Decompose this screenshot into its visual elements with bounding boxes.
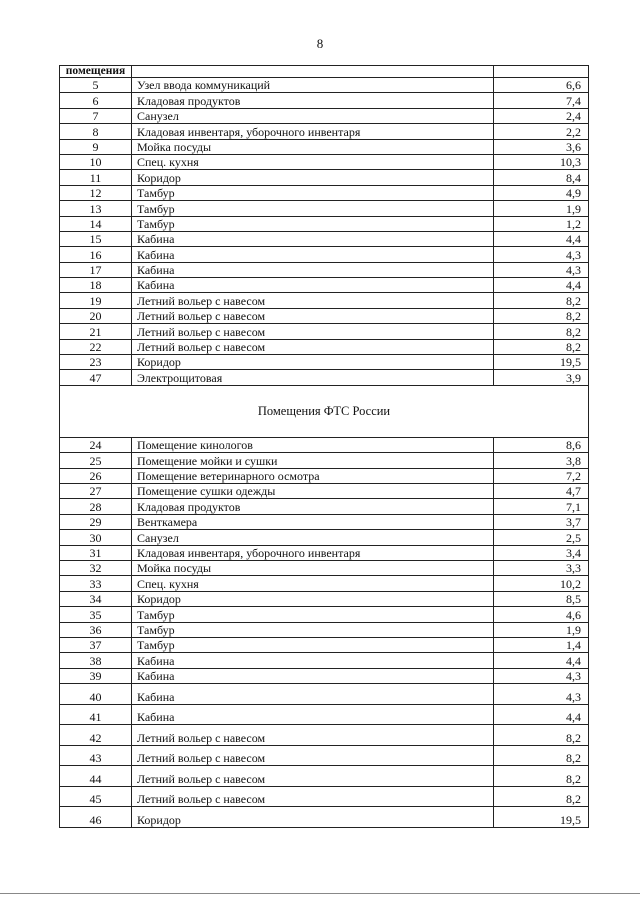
table-row [60,201,589,216]
room-number-cell: 32 [60,560,132,575]
table-row [60,437,589,452]
room-number-cell: 7 [60,108,132,123]
room-area-cell: 6,6 [494,78,589,93]
room-name-cell: Летний вольер с навесом [132,339,494,354]
room-number-cell: 22 [60,339,132,354]
room-name-cell: Мойка посуды [132,560,494,575]
room-number-cell: 29 [60,514,132,529]
section-heading: Помещения ФТС России [60,385,589,437]
room-number-cell: 33 [60,576,132,591]
header-room-area [494,66,589,78]
table-row [60,499,589,514]
room-area-cell: 8,2 [494,766,589,787]
room-area-cell: 4,4 [494,278,589,293]
room-area-cell: 8,6 [494,437,589,452]
room-number-cell: 19 [60,293,132,308]
room-name-cell: Коридор [132,807,494,828]
room-name-cell: Помещение мойки и сушки [132,453,494,468]
room-area-cell: 4,4 [494,704,589,725]
room-name-cell: Летний вольер с навесом [132,293,494,308]
room-area-cell: 2,2 [494,124,589,139]
table-row [60,514,589,529]
room-name-cell: Кабина [132,262,494,277]
room-number-cell: 25 [60,453,132,468]
room-area-cell: 7,4 [494,93,589,108]
table-row [60,108,589,123]
room-name-cell: Мойка посуды [132,139,494,154]
room-name-cell: Тамбур [132,607,494,622]
room-area-cell: 3,7 [494,514,589,529]
room-number-cell: 42 [60,725,132,746]
header-room-number: помещения [60,66,132,78]
room-name-cell: Коридор [132,591,494,606]
room-name-cell: Узел ввода коммуникаций [132,78,494,93]
room-number-cell: 9 [60,139,132,154]
room-name-cell: Тамбур [132,637,494,652]
room-area-cell: 10,2 [494,576,589,591]
room-number-cell: 24 [60,437,132,452]
room-area-cell: 1,4 [494,637,589,652]
table-row [60,807,589,828]
table-row [60,483,589,498]
room-number-cell: 43 [60,745,132,766]
room-number-cell: 15 [60,231,132,246]
room-name-cell: Кабина [132,653,494,668]
table-row [60,370,589,385]
room-number-cell: 30 [60,530,132,545]
table-row [60,607,589,622]
room-name-cell: Кабина [132,247,494,262]
room-area-cell: 7,1 [494,499,589,514]
room-name-cell: Кабина [132,278,494,293]
table-row [60,216,589,231]
table-row [60,124,589,139]
room-name-cell: Коридор [132,170,494,185]
table-row [60,591,589,606]
room-area-cell: 3,4 [494,545,589,560]
table-row [60,154,589,169]
table-row [60,786,589,807]
room-area-cell: 8,2 [494,339,589,354]
room-number-cell: 21 [60,324,132,339]
room-area-cell: 8,2 [494,725,589,746]
room-number-cell: 26 [60,468,132,483]
table-row [60,293,589,308]
table-row [60,78,589,93]
room-name-cell: Помещение сушки одежды [132,483,494,498]
room-name-cell: Кладовая продуктов [132,93,494,108]
table-row [60,560,589,575]
room-number-cell: 39 [60,668,132,683]
room-name-cell: Помещение ветеринарного осмотра [132,468,494,483]
room-number-cell: 14 [60,216,132,231]
table-row [60,668,589,683]
room-name-cell: Тамбур [132,201,494,216]
room-number-cell: 40 [60,684,132,705]
room-name-cell: Кабина [132,668,494,683]
room-number-cell: 34 [60,591,132,606]
table-row [60,139,589,154]
table-row [60,622,589,637]
room-name-cell: Спец. кухня [132,576,494,591]
room-name-cell: Тамбур [132,216,494,231]
room-area-cell: 8,2 [494,308,589,323]
table-row [60,653,589,668]
table-row [60,576,589,591]
table-row [60,453,589,468]
room-area-cell: 4,3 [494,247,589,262]
room-area-cell: 7,2 [494,468,589,483]
room-number-cell: 38 [60,653,132,668]
table-row [60,308,589,323]
room-area-cell: 8,4 [494,170,589,185]
room-area-cell: 4,7 [494,483,589,498]
room-area-cell: 4,4 [494,231,589,246]
table-row [60,262,589,277]
room-area-cell: 4,3 [494,684,589,705]
room-name-cell: Помещение кинологов [132,437,494,452]
room-number-cell: 8 [60,124,132,139]
table-row [60,278,589,293]
table-row [60,637,589,652]
room-number-cell: 17 [60,262,132,277]
room-number-cell: 41 [60,704,132,725]
room-area-cell: 1,2 [494,216,589,231]
page-number: 8 [316,36,324,51]
room-number-cell: 12 [60,185,132,200]
room-area-cell: 4,4 [494,653,589,668]
room-name-cell: Кладовая продуктов [132,499,494,514]
room-name-cell: Электрощитовая [132,370,494,385]
header-room-name [132,66,494,78]
room-number-cell: 44 [60,766,132,787]
room-number-cell: 11 [60,170,132,185]
room-number-cell: 35 [60,607,132,622]
room-area-cell: 19,5 [494,807,589,828]
room-area-cell: 3,8 [494,453,589,468]
room-area-cell: 8,2 [494,324,589,339]
table-row [60,93,589,108]
table-row [60,530,589,545]
table-row [60,355,589,370]
room-name-cell: Летний вольер с навесом [132,308,494,323]
room-number-cell: 5 [60,78,132,93]
room-name-cell: Спец. кухня [132,154,494,169]
room-name-cell: Коридор [132,355,494,370]
room-area-cell: 8,2 [494,745,589,766]
page-bottom-rule [0,893,640,894]
room-number-cell: 28 [60,499,132,514]
room-area-cell: 1,9 [494,201,589,216]
rooms-table [59,65,589,828]
room-name-cell: Тамбур [132,185,494,200]
room-area-cell: 4,3 [494,668,589,683]
room-name-cell: Кабина [132,704,494,725]
room-number-cell: 45 [60,786,132,807]
room-name-cell: Летний вольер с навесом [132,324,494,339]
room-area-cell: 1,9 [494,622,589,637]
room-number-cell: 31 [60,545,132,560]
room-area-cell: 8,2 [494,786,589,807]
table-row [60,231,589,246]
room-number-cell: 16 [60,247,132,262]
room-name-cell: Летний вольер с навесом [132,766,494,787]
table-row [60,468,589,483]
room-area-cell: 3,9 [494,370,589,385]
room-area-cell: 2,5 [494,530,589,545]
table-row [60,745,589,766]
room-area-cell: 8,5 [494,591,589,606]
room-area-cell: 8,2 [494,293,589,308]
room-name-cell: Летний вольер с навесом [132,786,494,807]
room-name-cell: Кабина [132,231,494,246]
room-name-cell: Кладовая инвентаря, уборочного инвентаря [132,545,494,560]
section-heading-row [60,385,589,437]
room-number-cell: 47 [60,370,132,385]
room-name-cell: Тамбур [132,622,494,637]
room-number-cell: 37 [60,637,132,652]
table-row [60,725,589,746]
table-row [60,185,589,200]
room-name-cell: Санузел [132,108,494,123]
room-area-cell: 4,3 [494,262,589,277]
room-number-cell: 23 [60,355,132,370]
table-row [60,766,589,787]
room-area-cell: 10,3 [494,154,589,169]
room-area-cell: 3,6 [494,139,589,154]
room-number-cell: 18 [60,278,132,293]
table-row [60,170,589,185]
room-name-cell: Кладовая инвентаря, уборочного инвентаря [132,124,494,139]
table-row [60,545,589,560]
room-number-cell: 20 [60,308,132,323]
room-area-cell: 4,6 [494,607,589,622]
table-row [60,339,589,354]
table-row [60,684,589,705]
room-number-cell: 36 [60,622,132,637]
room-name-cell: Венткамера [132,514,494,529]
table-row [60,704,589,725]
room-number-cell: 27 [60,483,132,498]
room-area-cell: 2,4 [494,108,589,123]
room-name-cell: Летний вольер с навесом [132,745,494,766]
room-number-cell: 6 [60,93,132,108]
room-number-cell: 46 [60,807,132,828]
room-name-cell: Кабина [132,684,494,705]
table-header-row [60,66,589,78]
table-row [60,324,589,339]
room-number-cell: 13 [60,201,132,216]
room-area-cell: 3,3 [494,560,589,575]
room-area-cell: 19,5 [494,355,589,370]
room-area-cell: 4,9 [494,185,589,200]
room-name-cell: Летний вольер с навесом [132,725,494,746]
room-number-cell: 10 [60,154,132,169]
room-name-cell: Санузел [132,530,494,545]
table-row [60,247,589,262]
rooms-table-body [60,66,589,828]
